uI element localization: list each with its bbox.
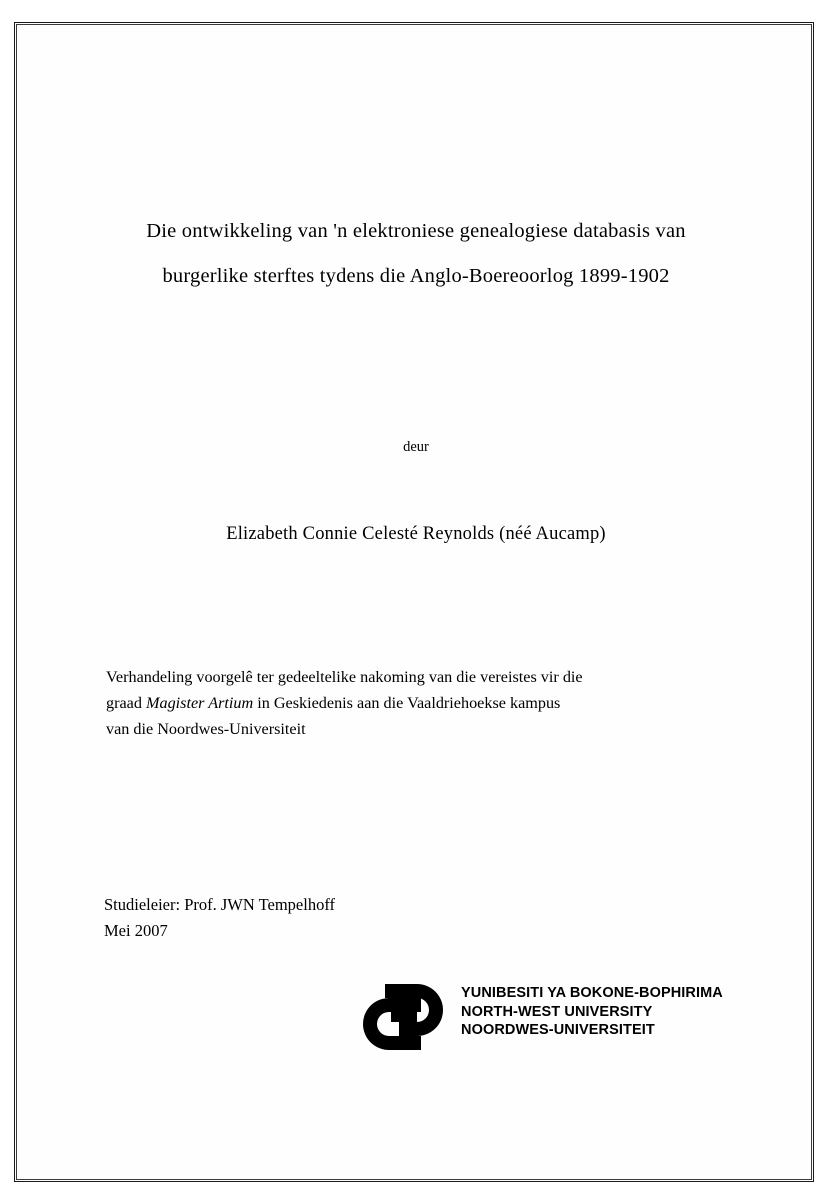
university-logo	[251, 974, 723, 1054]
submission-date: Mei 2007	[104, 921, 168, 940]
degree-name: Magister Artium	[146, 694, 254, 712]
title-page-content	[96, 24, 736, 1174]
supervisor-name: Studieleier: Prof. JWN Tempelhoff	[104, 895, 336, 914]
supervisor-block	[104, 892, 604, 944]
degree-statement-line-1: Verhandeling voorgelê ter gedeeltelike nakoming van die vereistes vir die	[106, 668, 583, 686]
logo-text-line-1: YUNIBESITI YA BOKONE-BOPHIRIMA	[461, 985, 723, 1001]
logo-text-line-3: NOORDWES-UNIVERSITEIT	[461, 1022, 655, 1038]
title-line-2: burgerlike sterftes tydens die Anglo-Boereoorlog 1899-1902	[162, 265, 670, 287]
author-name: Elizabeth Connie Celesté Reynolds (néé Aucamp)	[226, 524, 606, 544]
degree-statement-line-2	[106, 690, 726, 716]
university-logo-text	[461, 984, 723, 1040]
page-title	[96, 209, 736, 299]
title-line-1: Die ontwikkeling van 'n elektroniese genealogiese databasis van	[146, 220, 686, 242]
by-label: deur	[403, 439, 429, 455]
degree-statement-line-3: van die Noordwes-Universiteit	[106, 720, 306, 738]
logo-text-line-2: NORTH-WEST UNIVERSITY	[461, 1003, 653, 1020]
degree-statement-line-2-suffix: in Geskiedenis aan die Vaaldriehoekse kampus	[253, 694, 561, 712]
north-west-university-logo-mark	[347, 982, 459, 1052]
degree-statement-line-2-prefix: graad	[106, 694, 146, 712]
degree-statement	[106, 664, 726, 742]
